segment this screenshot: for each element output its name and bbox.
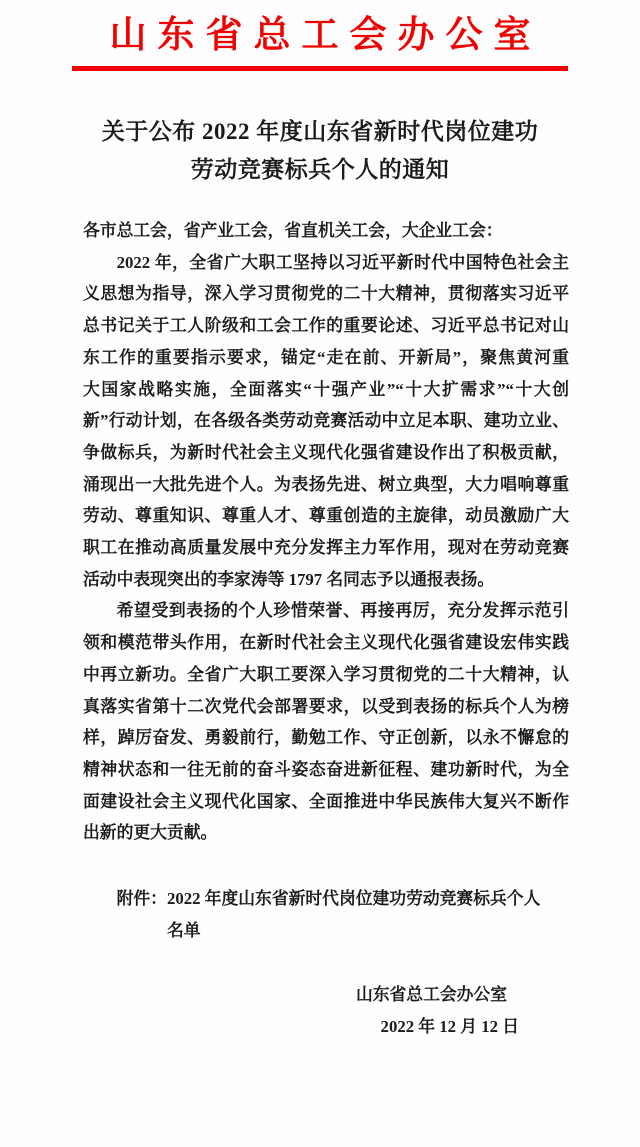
title-line-2: 劳动竞赛标兵个人的通知 (190, 157, 450, 182)
body-line: 真落实省第十二次党代会部署要求，以受到表扬的标兵个人为榜 (83, 696, 569, 716)
body-line: 活动中表现突出的李家涛等 1797 名同志予以通报表扬。 (83, 569, 495, 589)
attachment-line-2: 名单 (167, 920, 201, 940)
issue-date: 2022 年 12 月 12 日 (380, 1017, 519, 1037)
body-line: 大国家战略实施，全面落实“十强产业”“十大扩需求”“十大创 (83, 379, 569, 399)
body-line: 争做标兵，为新时代社会主义现代化强省建设作出了积极贡献， (83, 442, 569, 462)
body-line: 2022 年，全省广大职工坚持以习近平新时代中国特色社会主 (116, 252, 569, 272)
body-line: 劳动、尊重知识、尊重人才、尊重创造的主旋律，动员激励广大 (83, 506, 569, 526)
document-title (0, 113, 640, 189)
issuing-office: 山东省总工会办公室 (355, 985, 507, 1005)
body-text (83, 215, 569, 849)
body-line: 领和模范带头作用，在新时代社会主义现代化强省建设宏伟实践 (83, 633, 569, 653)
body-line: 职工在推动高质量发展中充分发挥主力军作用，现对在劳动竞赛 (83, 538, 569, 558)
issuer-header: 山东省总工会办公室 (109, 15, 542, 56)
body-line: 样，踔厉奋发、勇毅前行，勤勉工作、守正创新，以永不懈怠的 (83, 728, 569, 748)
body-line: 新”行动计划，在各级各类劳动竞赛活动中立足本职、建功立业、 (83, 411, 569, 431)
body-line: 出新的更大贡献。 (83, 823, 218, 843)
body-line: 义思想为指导，深入学习贯彻党的二十大精神，贯彻落实习近平 (83, 284, 569, 304)
body-line: 东工作的重要指示要求，锚定“走在前、开新局”，聚焦黄河重 (83, 347, 569, 367)
header-divider-line (72, 66, 568, 71)
body-line: 希望受到表扬的个人珍惜荣誉、再接再厉，充分发挥示范引 (116, 601, 569, 621)
body-line: 精神状态和一往无前的奋斗姿态奋进新征程、建功新时代，为全 (83, 759, 569, 779)
body-line: 中再立新功。全省广大职工要深入学习贯彻党的二十大精神，认 (83, 664, 569, 684)
attachment-note (83, 883, 569, 946)
body-line: 面建设社会主义现代化国家、全面推进中华民族伟大复兴不断作 (83, 791, 569, 811)
body-line: 各市总工会，省产业工会，省直机关工会，大企业工会： (83, 221, 503, 240)
title-line-1: 关于公布 2022 年度山东省新时代岗位建功 (101, 119, 539, 144)
attachment-line-1: 附件：2022 年度山东省新时代岗位建功劳动竞赛标兵个人 (116, 889, 541, 909)
signature-block (0, 979, 640, 1042)
body-line: 涌现出一大批先进个人。为表扬先进、树立典型，大力唱响尊重 (83, 474, 569, 494)
body-line: 总书记关于工人阶级和工会工作的重要论述、习近平总书记对山 (83, 316, 569, 336)
